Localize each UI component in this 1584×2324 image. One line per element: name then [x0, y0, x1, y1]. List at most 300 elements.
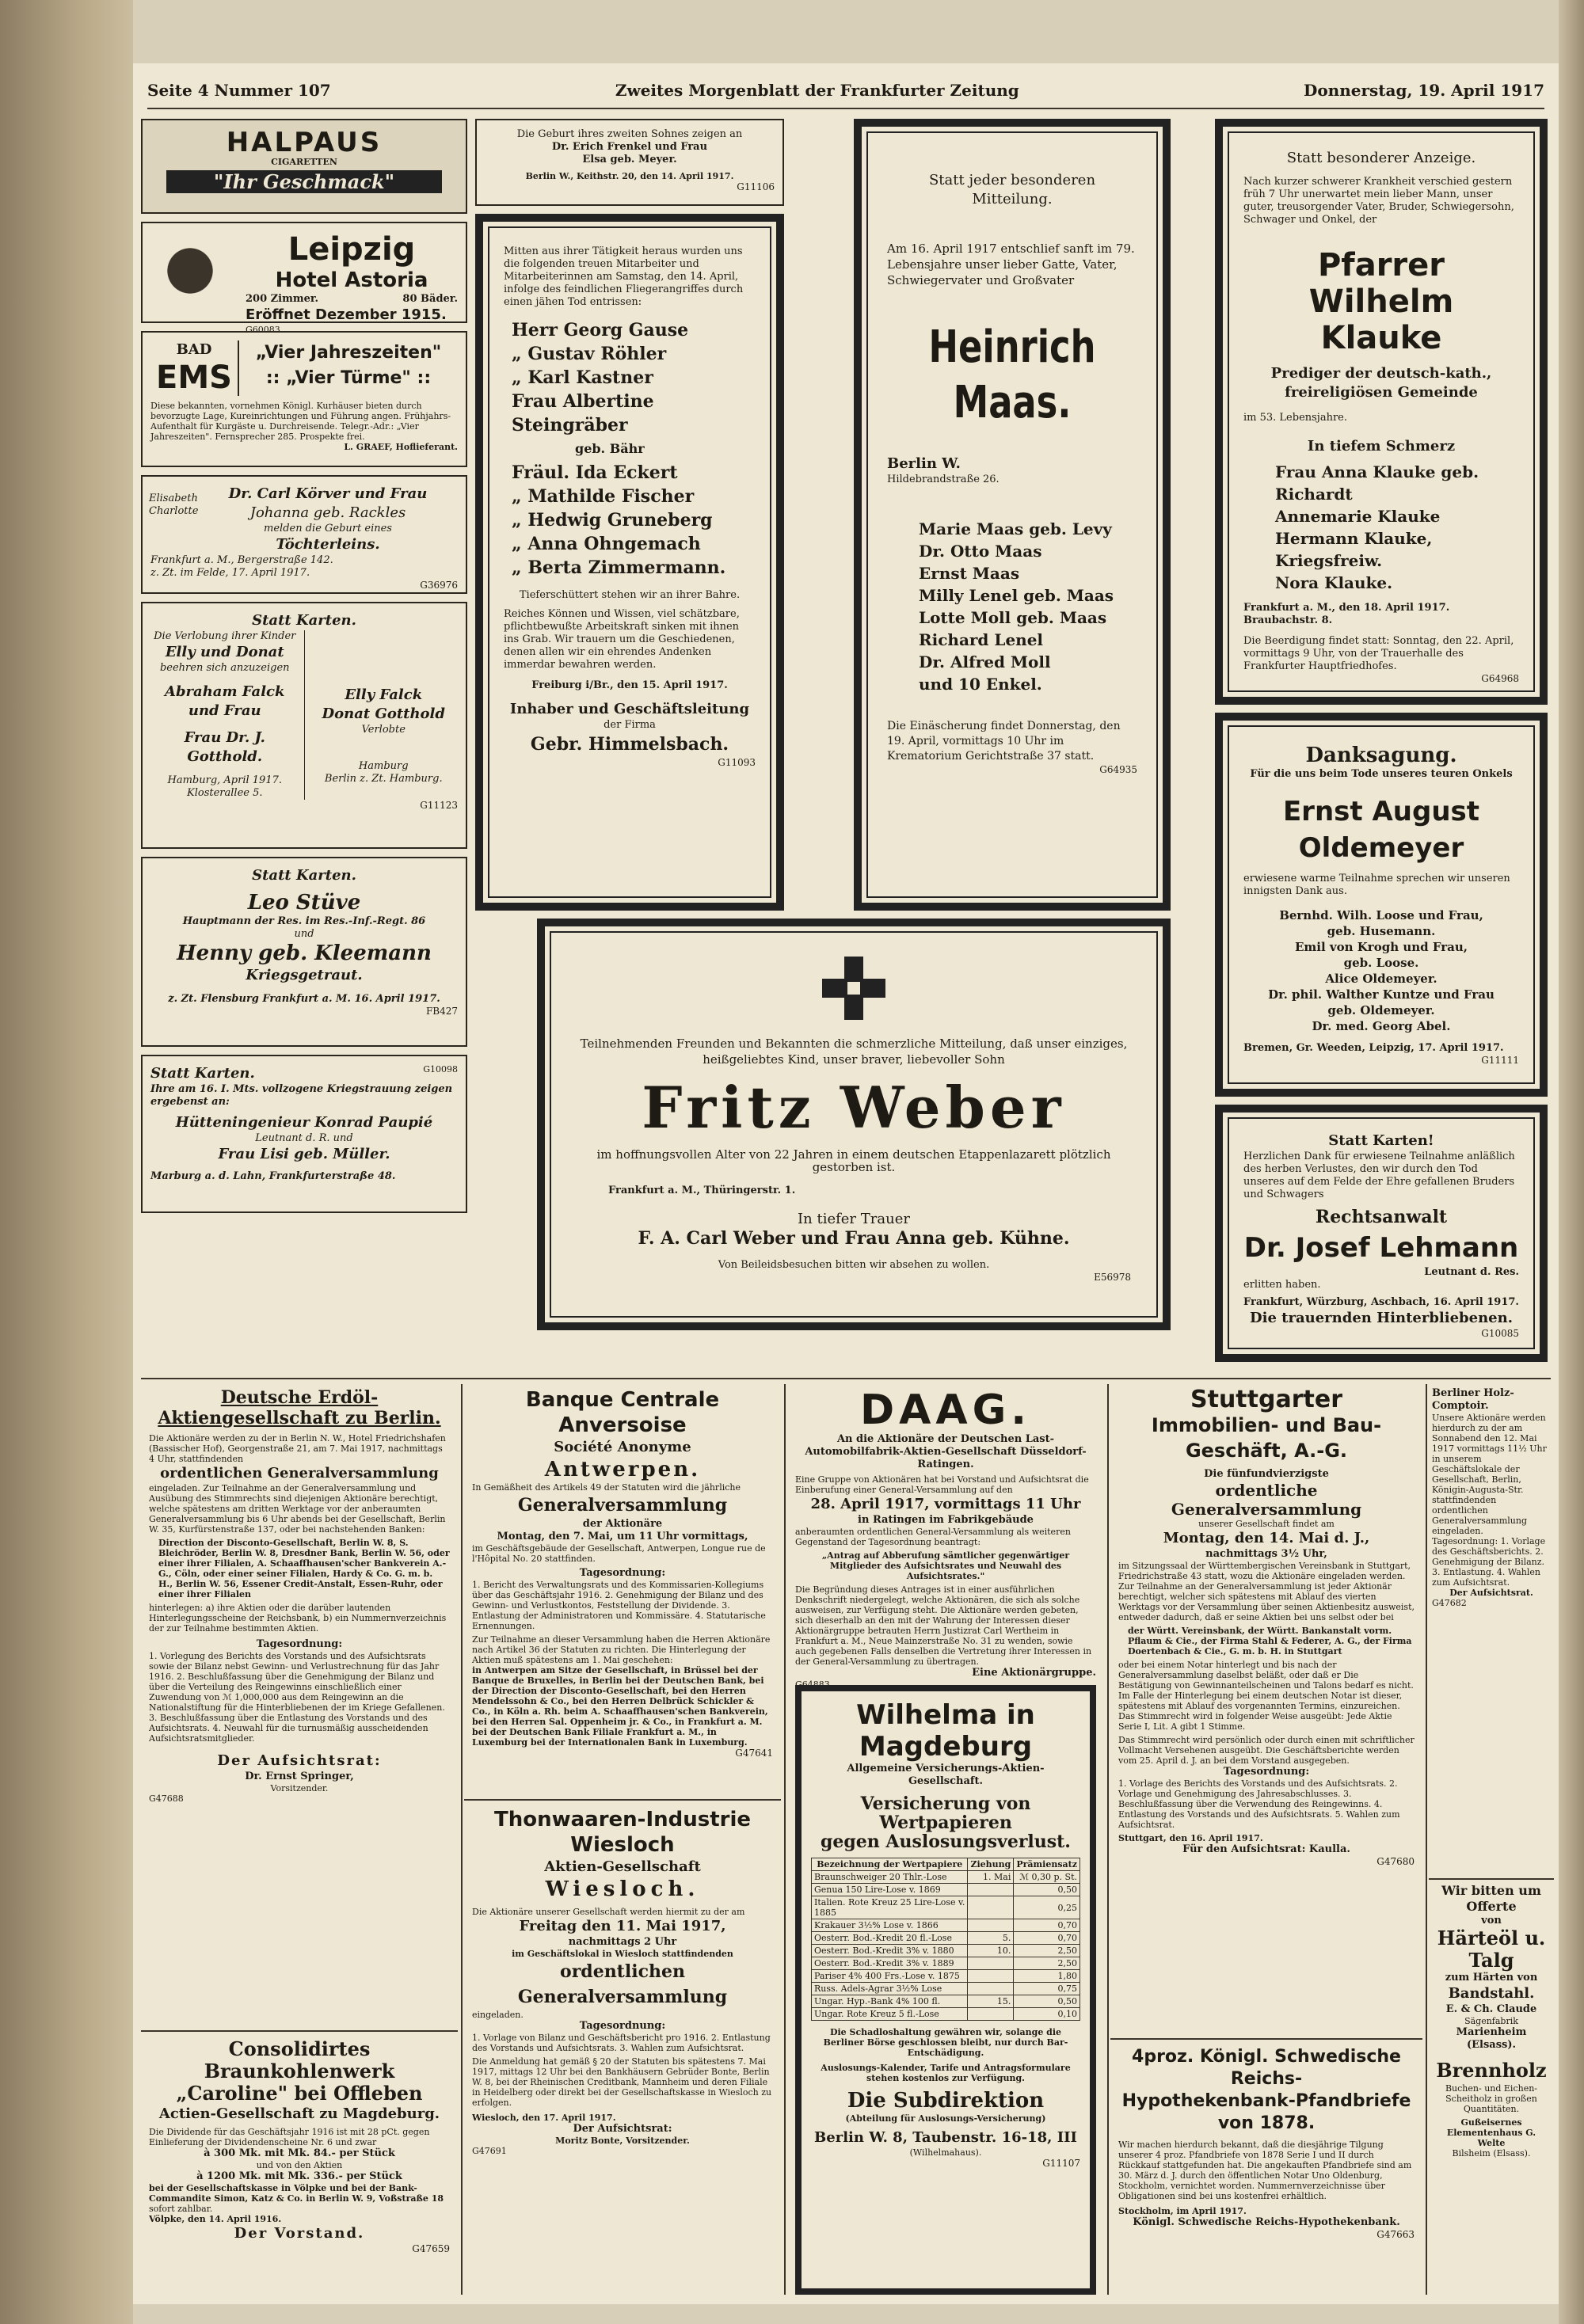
column-rule: [461, 1384, 463, 2295]
frenkel-birth-notice: [475, 119, 784, 206]
oldemeyer-sub: Für die uns beim Tode unseres teuren Onkels: [1250, 768, 1513, 780]
paupie-name-1: Hütteningenieur Konrad Paupié: [175, 1114, 433, 1131]
wilhelma-direct-2: (Abteilung für Auslosungs-Versicherung): [845, 2113, 1046, 2124]
wilhelma-sub: Allgemeine Versicherungs-Aktien-Gesellschaft.: [847, 1763, 1045, 1787]
stuttgarter-sub-2: unserer Gesellschaft findet am: [1198, 1519, 1335, 1529]
halpaus-brand: HALPAUS: [226, 127, 383, 158]
lehmann-text: Herzlichen Dank für erwiesene Teilnahme anläßlich des herben Verlustes, den wir durch den Tod unseres auf dem Felde der Ehre gefallenen Bruders und Schwagers: [1243, 1151, 1515, 1200]
falck-left-6: Hamburg, April 1917. Klosterallee 5.: [167, 774, 282, 799]
caroline-sign: Der Vorstand.: [234, 2225, 365, 2242]
ems-text: Diese bekannten, vornehmen Königl. Kurhäuser bieten durch bevorzugte Lage, Kureinrichtungen und Führung angen. Frühjahrs-Aufenthalt für Kurgäste u. Durchreisende. Telegr.-Adr.: „Vier Jahreszeiten". Fernsprecher 285. Prospekte frei.: [150, 401, 451, 442]
stuttgarter-sign: Für den Aufsichtsrat: Kaulla.: [1182, 1843, 1350, 1855]
table-cell: Ungar. Rote Kreuz 5 fl.-Lose: [812, 2008, 968, 2021]
himmelsbach-name: „ Mathilde Fischer: [512, 486, 695, 507]
himmelsbach-name: „ Gustav Röhler: [512, 344, 667, 364]
klauke-street: Braubachstr. 8.: [1243, 614, 1333, 626]
stuve-name-2: Henny geb. Kleemann: [177, 941, 432, 965]
table-cell: 1,80: [1014, 1970, 1080, 1983]
table-cell: 0,10: [1014, 2008, 1080, 2021]
table-cell: 0,25: [1014, 1896, 1080, 1919]
stuttgarter-ad: [1110, 1384, 1422, 2033]
klauke-family: [1275, 461, 1519, 594]
caroline-ref: G47659: [412, 2243, 450, 2254]
lehmann-sign: Die trauernden Hinterbliebenen.: [1250, 1310, 1513, 1326]
banque-date: Montag, den 7. Mai, um 11 Uhr vormittags,: [497, 1531, 748, 1542]
haerteoel-line-1: Wir bitten um Offerte: [1441, 1883, 1541, 1914]
oldemeyer-family-member: Emil von Krogh und Frau,: [1295, 940, 1468, 954]
table-row: [812, 1884, 1080, 1896]
maas-title: Statt jeder besonderen Mitteilung.: [928, 172, 1096, 207]
stuttgarter-agenda-title: Tagesordnung:: [1223, 1766, 1310, 1778]
stuttgarter-title-2: Immobilien- und Bau-Geschäft, A.-G.: [1151, 1414, 1382, 1462]
himmelsbach-place: Freiburg i/Br., den 15. April 1917.: [531, 679, 728, 691]
klauke-family-member: Hermann Klauke, Kriegsfreiw.: [1275, 529, 1433, 570]
stuve-rank: Hauptmann der Res. im Res.-Inf.-Regt. 86: [182, 915, 426, 927]
koerver-child-names: Elisabeth Charlotte: [149, 493, 199, 517]
wilhelma-h2: gegen Auslosungsverlust.: [821, 1831, 1071, 1852]
lehmann-thanks: [1215, 1105, 1548, 1362]
maas-note: Die Einäscherung findet Donnerstag, den 19. April, vormittags 10 Uhr im Krematorium Gerichtstraße 37 statt.: [887, 720, 1121, 763]
haerteoel-line-3: Härteöl u. Talg: [1437, 1927, 1546, 1972]
holz-text: Unsere Aktionäre werden hierdurch zu der am Sonnabend den 12. Mai 1917 vormittags 11½ Uhr in unserem Geschäftslokale der Gesellschaft, Berlin, Königin-Augusta-Str. stattfindenden ordentlichen Generalversammlung eingeladen. Tagesordnung: 1. Vorlage des Geschäftsberichts. 2. Genehmigung der Bilanz. 3. Entlastung. 4. Wahlen zum Aufsichtsrat.: [1432, 1413, 1547, 1588]
falck-left-5: Frau Dr. J. Gotthold.: [184, 729, 265, 765]
table-cell: Krakauer 3½% Lose v. 1866: [812, 1919, 968, 1932]
koerver-birth-notice: [141, 475, 467, 594]
wilhelma-direct: Die Subdirektion: [847, 2089, 1045, 2113]
oldemeyer-family-member: Alice Oldemeyer.: [1325, 972, 1437, 986]
himmelsbach-name: Herr Georg Gause: [512, 320, 689, 340]
klauke-note: Die Beerdigung findet statt: Sonntag, den 22. April, vormittags 9 Uhr, von der Trauerhalle des Frankfurter Hauptfriedhofes.: [1243, 635, 1514, 672]
table-cell: Oesterr. Bod.-Kredit 3% v. 1880: [812, 1945, 968, 1957]
banque-places: in Antwerpen am Sitze der Gesellschaft, in Brüssel bei der Banque de Bruxelles, in Berlin bei der Deutschen Bank, bei der Direction der Disconto-Gesellschaft, bei den Herren Mendelssohn & Co., bei den Herren Delbrück Schickler & Co., in Köln a. Rh. beim A. Schaaffhausen'schen Bankverein, bei den Herren Sal. Oppenheim jr. & Co., in Frankfurt a. M. bei der Deutschen Bank Filiale Frankfurt a. M., in Luxemburg bei der Internationalen Bank in Luxemburg.: [472, 1665, 768, 1748]
table-cell: [968, 2008, 1014, 2021]
table-cell: Oesterr. Bod.-Kredit 3% v. 1889: [812, 1957, 968, 1970]
haerteoel-line-4: zum Härten von: [1445, 1972, 1538, 1984]
halpaus-slogan: "Ihr Geschmack": [166, 170, 442, 193]
himmelsbach-text: Reiches Können und Wissen, viel schätzbare, pflichtbewußte Arbeitskraft sinken mit ihnen ins Grab. Wir trauern um die Geschiedenen, denen allen wir ein ehrendes Andenken immerdar bewahren werden.: [504, 608, 740, 671]
wiesloch-chair: Moritz Bonte, Vorsitzender.: [555, 2136, 690, 2146]
klauke-title: Statt besonderer Anzeige.: [1286, 150, 1476, 166]
ems-ad: [141, 331, 467, 467]
weber-ref: E56978: [1094, 1272, 1131, 1283]
himmelsbach-mourn: Tieferschüttert stehen wir an ihrer Bahre.: [519, 589, 741, 601]
oldemeyer-family-member: geb. Loose.: [1343, 956, 1419, 970]
erdoel-chair: Dr. Ernst Springer,: [245, 1771, 354, 1782]
maas-family: [919, 518, 1137, 695]
daag-date: 28. April 1917, vormittags 11 Uhr: [810, 1496, 1081, 1512]
caroline-line-1: à 300 Mk. mit Mk. 84.- per Stück: [204, 2147, 395, 2159]
table-cell: [968, 1983, 1014, 1995]
erdoel-agenda: 1. Vorlegung des Berichts des Vorstands und des Aufsichtsrats sowie der Bilanz nebst Gewinn- und Verlustrechnung für das Jahr 1916. 2. Beschlußfassung über die Genehmigung der Bilanz und über die Verteilung des Reingewinns einschließlich einer Zuwendung von ℳ 1,000,000 aus dem Reingewinn an die Nationalstiftung für die Hinterbliebenen der im Kriege Gefallenen. 3. Beschlußfassung über die Entlastung des Vorstands und des Aufsichtsrats. 4. Neuwahl für die turnusmäßig ausscheidenden Aufsichtsratsmitglieder.: [149, 1651, 445, 1744]
weber-obituary: [537, 919, 1171, 1330]
wiesloch-agenda-title: Tagesordnung:: [579, 2020, 666, 2032]
oldemeyer-name: Ernst August Oldemeyer: [1282, 796, 1480, 864]
himmelsbach-name: „ Karl Kastner: [512, 367, 653, 388]
table-cell: 15.: [968, 1995, 1014, 2008]
wilhelma-text-2: Auslosungs-Kalender, Tarife und Antragsformulare stehen kostenlos zur Verfügung.: [821, 2063, 1071, 2083]
erdoel-board: Der Aufsichtsrat:: [217, 1752, 382, 1769]
erdoel-text-3: hinterlegen: a) ihre Aktien oder die darüber lautenden Hinterlegungsscheine der Reichsbank, b) ein Nummernverzeichnis der zur Teilnahme bestimmten Aktien.: [149, 1603, 447, 1634]
schwedisch-text: Wir machen hierdurch bekannt, daß die diesjährige Tilgung unserer 4 proz. Pfandbriefe von 1878 Serie I und II durch Rückkauf stattgefunden hat. Die angekauften Pfandbriefe sind am 30. März d. J. durch den öffentlichen Notar Uno Oldenburg, Stockholm, vernichtet worden. Nummernverzeichnisse über Obligationen sind bei uns kostenfrei erhältlich.: [1118, 2140, 1412, 2201]
paupie-title: Statt Karten.: [150, 1065, 255, 1082]
wilhelma-table-body: [812, 1871, 1080, 2021]
himmelsbach-name: geb. Bähr: [575, 441, 645, 456]
schwedisch-ad: [1110, 2043, 1422, 2296]
lehmann-rank: Rechtsanwalt: [1315, 1207, 1448, 1227]
frenkel-msg: Die Geburt ihres zweiten Sohnes zeigen an: [516, 128, 743, 140]
wiesloch-text: Die Aktionäre unserer Gesellschaft werden hiermit zu der am: [472, 1907, 745, 1917]
himmelsbach-ref: G11093: [718, 757, 756, 768]
banque-ad: [464, 1384, 781, 1796]
wilhelma-title: Wilhelma in Magdeburg: [856, 1699, 1035, 1763]
daag-loc: in Ratingen im Fabrikgebäude: [858, 1514, 1034, 1526]
table-cell: Genua 150 Lire-Lose v. 1869: [812, 1884, 968, 1896]
table-cell: 0,70: [1014, 1932, 1080, 1945]
column-rule: [784, 1384, 786, 2295]
daag-sign: Eine Aktionärgruppe.: [972, 1667, 1096, 1679]
frenkel-place: Berlin W., Keithstr. 20, den 14. April 1917.: [525, 171, 734, 181]
frenkel-ref: G11106: [737, 181, 775, 192]
paupie-msg: Ihre am 16. I. Mts. vollzogene Kriegstrauung zeigen ergebenst an:: [150, 1083, 453, 1108]
erdoel-title: Deutsche Erdöl-Aktiengesellschaft zu Berlin.: [158, 1387, 441, 1428]
table-cell: [968, 1884, 1014, 1896]
oldemeyer-family-member: Dr. med. Georg Abel.: [1312, 1019, 1451, 1033]
ems-hotel-1: „Vier Jahreszeiten": [255, 343, 442, 363]
himmelsbach-firm-1: Inhaber und Geschäftsleitung: [509, 701, 750, 717]
klauke-grief: In tiefem Schmerz: [1307, 438, 1456, 455]
wiesloch-ad: [464, 1804, 781, 2295]
weber-place: Frankfurt a. M., Thüringerstr. 1.: [608, 1185, 796, 1196]
weber-grief: In tiefer Trauer: [798, 1211, 910, 1227]
wilhelma-addr-2: (Wilhelmahaus).: [909, 2147, 982, 2158]
wiesloch-title: Thonwaaren-Industrie Wiesloch: [493, 1808, 752, 1857]
banque-ref: G47641: [735, 1748, 773, 1759]
caroline-line-4: bei der Gesellschaftskasse in Völpke und bei der Bank-Commandite Simon, Katz & Co. in Berlin W. 9, Voßstraße 18: [149, 2183, 444, 2204]
daag-ref: G64883: [795, 1679, 830, 1690]
maas-name: Heinrich Maas.: [928, 321, 1096, 428]
falck-left-2: Elly und Donat: [165, 644, 284, 660]
page-header: [147, 81, 1544, 109]
stuttgarter-place: Stuttgart, den 16. April 1917.: [1118, 1833, 1263, 1843]
oldemeyer-title: Danksagung.: [1305, 744, 1457, 767]
caroline-text: Die Dividende für das Geschäftsjahr 1916 ist mit 28 pCt. gegen Einlieferung der Dividendenscheine Nr. 6 und zwar: [149, 2127, 430, 2147]
klauke-place: Frankfurt a. M., den 18. April 1917.: [1243, 602, 1450, 614]
klauke-family-member: Annemarie Klauke: [1275, 507, 1441, 526]
wilhelma-col-header: Ziehung: [968, 1858, 1014, 1871]
lehmann-ref: G10085: [1481, 1328, 1519, 1339]
table-cell: Oesterr. Bod.-Kredit 20 fl.-Lose: [812, 1932, 968, 1945]
wiesloch-city: Wiesloch.: [545, 1877, 700, 1901]
daag-text-3: Die Begründung dieses Antrages ist in einer ausführlichen Denkschrift niedergelegt, welche Aktionären, die sich als solche ausweisen, zur Verfügung steht. Die Aktionäre werden gebeten, sich dieserhalb an den mit der Wahrung der Interessen dieser Aktionärgruppe betrauten Herrn Justizrat Carl Wertheim in Frankfurt a. M., Neue Mainzerstraße No. 31 zu wenden, sowie auch gegebenen Falls denselben die Vertretung ihrer Interessen in der General-Versammlung zu übertragen.: [795, 1584, 1092, 1667]
header-page-number: Seite 4 Nummer 107: [147, 81, 331, 100]
oldemeyer-family-member: geb. Oldemeyer.: [1327, 1003, 1435, 1017]
schwedisch-place: Stockholm, im April 1917.: [1118, 2206, 1247, 2216]
stuttgarter-title-1: Stuttgarter: [1190, 1386, 1342, 1413]
schwedisch-title-1: 4proz. Königl. Schwedische Reichs-: [1132, 2047, 1401, 2089]
astoria-baths: 80 Bäder.: [402, 293, 458, 305]
stuttgarter-sub: Die fünfundvierzigste: [1204, 1468, 1329, 1480]
erdoel-ref: G47688: [149, 1793, 184, 1804]
erdoel-chair-2: Vorsitzender.: [270, 1783, 329, 1793]
banque-text: In Gemäßheit des Artikels 49 der Statuten wird die jährliche: [472, 1482, 741, 1493]
klauke-obituary: [1215, 119, 1548, 705]
maas-street: Hildebrandstraße 26.: [887, 474, 1000, 485]
himmelsbach-obituary: [475, 214, 784, 911]
koerver-msg: melden die Geburt eines: [264, 523, 392, 534]
himmelsbach-name: „ Hedwig Gruneberg: [512, 510, 713, 531]
banque-heading: Generalversammlung: [517, 1495, 728, 1516]
maas-family-member: Richard Lenel: [919, 630, 1044, 649]
table-cell: 5.: [968, 1932, 1014, 1945]
table-cell: 0,50: [1014, 1995, 1080, 2008]
stuttgarter-text-2: oder bei einem Notar hinterlegt und bis nach der Generalversammlung daselbst beläßt, oder daß er Die Bestätigung von Gewinnanteilscheinen und Talons bedarf es nicht. Im Falle der Hinterlegung bei einem deutschen Notar ist dieser, spätestens mit Ablauf des vorgenannten Termins, einzureichen. Das Stimmrecht wird in folgender Weise ausgeübt: Jede Aktie Serie I, Lit. A gibt 1 Stimme.: [1118, 1660, 1414, 1732]
maas-family-member: Marie Maas geb. Levy: [919, 519, 1112, 538]
falck-right-5: Berlin z. Zt. Hamburg.: [324, 773, 443, 785]
haerteoel-line-6: E. & Ch. Claude: [1445, 2003, 1537, 2015]
ems-owner: L. GRAEF, Hoflieferant.: [344, 442, 458, 452]
table-row: [812, 1945, 1080, 1957]
caroline-ad: [141, 2035, 458, 2296]
wiesloch-sub: Aktien-Gesellschaft: [544, 1858, 701, 1875]
maas-family-member: Milly Lenel geb. Maas: [919, 586, 1114, 605]
holz-title: Berliner Holz-Comptoir.: [1432, 1387, 1514, 1412]
paupie-wedding-notice: [141, 1055, 467, 1213]
oldemeyer-family: [1243, 907, 1519, 1034]
ems-hotel-2: :: „Vier Türme" ::: [265, 368, 432, 388]
koerver-child: Töchterleins.: [276, 536, 380, 553]
lehmann-title: Statt Karten!: [1328, 1132, 1434, 1149]
table-cell: 0,50: [1014, 1884, 1080, 1896]
maas-obituary: [854, 119, 1171, 911]
koerver-ref: G36976: [420, 580, 458, 591]
ad-rule: [141, 2030, 458, 2032]
ems-label-bad: BAD: [176, 341, 212, 358]
banque-sub: Société Anonyme: [554, 1439, 691, 1455]
himmelsbach-names: [512, 318, 756, 580]
caroline-place: Völpke, den 14. April 1916.: [149, 2214, 282, 2224]
schwedisch-ref: G47663: [1376, 2229, 1415, 2240]
himmelsbach-intro: Mitten aus ihrer Tätigkeit heraus wurden uns die folgenden treuen Mitarbeiter und Mitarbeiterinnen am Samstag, den 14. April, infolge des feindlichen Fliegerangriffes durch einen jähen Tod entrissen:: [504, 245, 744, 308]
book-binding-edge: [0, 0, 133, 2324]
maas-ref: G64935: [1099, 764, 1137, 775]
banque-sub-2: der Aktionäre: [582, 1518, 663, 1530]
erdoel-agenda-title: Tagesordnung:: [256, 1638, 343, 1650]
table-cell: 2,50: [1014, 1957, 1080, 1970]
haerteoel-line-8: Marienheim (Elsass).: [1456, 2026, 1527, 2051]
daag-title: DAAG.: [859, 1386, 1032, 1434]
haerteoel-line-12: Bilsheim (Elsass).: [1452, 2148, 1531, 2159]
wilhelma-ref: G11107: [1042, 2158, 1080, 2169]
himmelsbach-firm-2: der Firma: [604, 719, 656, 731]
oldemeyer-family-member: Bernhd. Wilh. Loose und Frau,: [1279, 908, 1483, 922]
wilhelma-addr: Berlin W. 8, Taubenstr. 16-18, III: [814, 2129, 1077, 2146]
wiesloch-loc: im Geschäftslokal in Wiesloch stattfindenden: [512, 1949, 733, 1959]
table-cell: Italien. Rote Kreuz 25 Lire-Lose v. 1885: [812, 1896, 968, 1919]
maas-family-member: und 10 Enkel.: [919, 675, 1042, 694]
astoria-opened: Eröffnet Dezember 1915.: [246, 306, 447, 323]
banque-agenda-title: Tagesordnung:: [579, 1567, 666, 1579]
schwedisch-title-2: Hypothekenbank-Pfandbriefe von 1878.: [1121, 2091, 1411, 2133]
paupie-place: Marburg a. d. Lahn, Frankfurterstraße 48.: [150, 1170, 396, 1182]
klauke-age: im 53. Lebensjahre.: [1243, 412, 1348, 424]
lehmann-rank-2: Leutnant d. Res.: [1424, 1266, 1519, 1278]
stuve-title: Statt Karten.: [252, 867, 356, 884]
banque-loc: im Geschäftsgebäude der Gesellschaft, Antwerpen, Longue rue de l'Hôpital No. 20 stattfinden.: [472, 1543, 766, 1564]
daag-motion: „Antrag auf Abberufung sämtlicher gegenwärtiger Mitglieder des Aufsichtsrates und Neuwahl des Aufsichtsrates.": [821, 1550, 1070, 1581]
table-cell: Russ. Adels-Agrar 3½% Lose: [812, 1983, 968, 1995]
haerteoel-line-2: von: [1481, 1915, 1502, 1927]
haerteoel-line-10: Buchen- und Eichen-Scheitholz in großen Quantitäten.: [1445, 2083, 1538, 2114]
newspaper-page: [133, 63, 1559, 2304]
himmelsbach-name: „ Anna Ohngemach: [512, 534, 701, 554]
holz-sign: Der Aufsichtsrat.: [1449, 1588, 1533, 1598]
himmelsbach-name: Frau Albertine Steingräber: [512, 391, 654, 436]
falck-left-1: Die Verlobung ihrer Kinder: [154, 630, 296, 642]
header-date: Donnerstag, 19. April 1917: [1303, 81, 1544, 100]
daag-text-2: anberaumten ordentlichen General-Versammlung als weiteren Gegenstand der Tagesordnung beantragt:: [795, 1527, 1071, 1547]
klauke-desc: Prediger der deutsch-kath., freireligiösen Gemeinde: [1270, 365, 1492, 401]
koerver-place-2: z. Zt. im Felde, 17. April 1917.: [150, 567, 310, 579]
himmelsbach-name: Fräul. Ida Eckert: [512, 462, 678, 483]
weber-text-1: Teilnehmenden Freunden und Bekannten die schmerzliche Mitteilung, daß unser einziges, heißgeliebtes Kind, unser braver, liebevoller Sohn: [580, 1036, 1128, 1067]
falck-left-4: Abraham Falck und Frau: [165, 683, 285, 719]
falck-left-3: beehren sich anzuzeigen: [159, 662, 290, 674]
column-rule: [1426, 1384, 1427, 2295]
banque-text-2: Zur Teilnahme an dieser Versammlung haben die Herren Aktionäre nach Artikel 36 der Statuten zu richten. Die Hinterlegung der Aktien muß spätestens am 1. Mai geschehen:: [472, 1634, 771, 1665]
koerver-wife: Johanna geb. Rackles: [249, 504, 406, 521]
haerteoel-line-7: Sägenfabrik: [1464, 2016, 1518, 2026]
stuttgarter-ref: G47680: [1376, 1856, 1415, 1867]
ad-rule: [464, 1799, 781, 1801]
table-cell: [968, 1957, 1014, 1970]
schwedisch-sign: Königl. Schwedische Reichs-Hypothekenbank.: [1133, 2216, 1400, 2228]
caroline-title-2: „Caroline" bei Offleben: [176, 2082, 423, 2105]
table-cell: 0,70: [1014, 1919, 1080, 1932]
lehmann-place: Frankfurt, Würzburg, Aschbach, 16. April 1917.: [1243, 1296, 1519, 1308]
stuttgarter-text: im Sitzungssaal der Württembergischen Vereinsbank in Stuttgart, Friedrichstraße 43 statt, wozu die Aktionäre eingeladen werden. Zur Teilnahme an der Generalversammlung ist jeder Aktionär berechtigt, welcher sich spätestens mit Ablauf des vierten Werktags vor der Versammlung über seinen Aktienbesitz ausweist, entweder dadurch, daß er seine Aktien bei uns selbst oder bei: [1118, 1561, 1415, 1622]
stuve-wedding-notice: [141, 857, 467, 1047]
wiesloch-text-2: Die Anmeldung hat gemäß § 20 der Statuten bis spätestens 7. Mai 1917, mittags 12 Uhr bei den Bankhäusern Gebrüder Bonte, Berlin W. 8, bei der Rheinischen Creditbank, Mannheim und deren Filiale in Heidelberg oder direkt bei der Gesellschaftskasse in Wiesloch zu erfolgen.: [472, 2056, 772, 2108]
table-cell: [968, 1919, 1014, 1932]
koerver-place-1: Frankfurt a. M., Bergerstraße 142.: [150, 554, 333, 566]
daag-sub: An die Aktionäre der Deutschen Last-Automobilfabrik-Aktien-Gesellschaft Düsseldorf-Ratingen.: [805, 1433, 1087, 1470]
table-row: [812, 1983, 1080, 1995]
table-cell: ℳ 0,30 p. St.: [1014, 1871, 1080, 1884]
paupie-ref: G10098: [423, 1064, 458, 1075]
table-row: [812, 1970, 1080, 1983]
maas-family-member: Ernst Maas: [919, 564, 1020, 583]
caroline-line-3: à 1200 Mk. mit Mk. 336.- per Stück: [196, 2170, 402, 2182]
klauke-family-member: Nora Klauke.: [1275, 573, 1393, 592]
erdoel-banks: Direction der Disconto-Gesellschaft, Berlin W. 8, S. Bleichröder, Berlin W. 8, Dresdner Bank, Berlin W. 56, oder einer ihrer Filialen, A. Schaaffhausen'scher Bankverein A.-G., Cöln, oder einer seiner Filialen, Hardy & Co. G. m. b. H., Berlin W. 56, Essener Credit-Anstalt, Essen-Ruhr, oder einer ihrer Filialen: [158, 1538, 450, 1599]
astoria-ref: G60083: [246, 325, 280, 335]
table-cell: Ungar. Hyp.-Bank 4% 100 fl.: [812, 1995, 968, 2008]
caroline-title-1: Consolidirtes Braunkohlenwerk: [204, 2037, 395, 2082]
haerteoel-line-11: Gußeisernes Elementenhaus G. Welte: [1446, 2117, 1536, 2148]
stuttgarter-date: Montag, den 14. Mai d. J.,: [1163, 1530, 1370, 1546]
haerteoel-ad: [1429, 1878, 1554, 2295]
falck-ref: G11123: [420, 800, 458, 811]
table-row: [812, 1919, 1080, 1932]
weber-name: Fritz Weber: [642, 1074, 1066, 1141]
ems-label-ems: EMS: [156, 359, 232, 396]
halpaus-sub: CIGARETTEN: [271, 157, 337, 167]
weber-note: Von Beileidsbesuchen bitten wir absehen zu wollen.: [718, 1259, 990, 1271]
stuve-und: und: [294, 928, 314, 940]
lion-logo-icon: [150, 231, 230, 310]
koerver-names: Dr. Carl Körver und Frau: [228, 485, 428, 502]
wiesloch-place: Wiesloch, den 17. April 1917.: [472, 2113, 616, 2123]
wilhelma-h1: Versicherung von Wertpapieren: [860, 1793, 1031, 1833]
table-cell: [968, 1970, 1014, 1983]
falck-engagement-notice: [141, 602, 467, 849]
caroline-line-5: sofort zahlbar.: [149, 2204, 213, 2214]
table-cell: Pariser 4% 400 Frs.-Lose v. 1875: [812, 1970, 968, 1983]
oldemeyer-family-member: geb. Husemann.: [1327, 924, 1436, 938]
oldemeyer-text: erwiesene warme Teilnahme sprechen wir unseren innigsten Dank aus.: [1243, 873, 1510, 897]
falck-title: Statt Karten.: [252, 612, 356, 629]
astoria-ad: [141, 222, 467, 335]
stuttgarter-time: nachmittags 3½ Uhr,: [1205, 1548, 1327, 1560]
paupie-rank: Leutnant d. R. und: [255, 1132, 353, 1144]
table-cell: 1. Mai: [968, 1871, 1014, 1884]
header-newspaper-title: Zweites Morgenblatt der Frankfurter Zeitung: [615, 81, 1019, 100]
ad-rule: [1110, 2038, 1422, 2040]
maas-text: Am 16. April 1917 entschlief sanft im 79. Lebensjahre unser lieber Gatte, Vater, Schwiegervater und Großvater: [887, 242, 1135, 287]
table-cell: 0,75: [1014, 1983, 1080, 1995]
table-row: [812, 1957, 1080, 1970]
table-cell: 10.: [968, 1945, 1014, 1957]
klauke-text: Nach kurzer schwerer Krankheit verschied gestern früh 7 Uhr unerwartet mein lieber Mann, unser guter, treusorgender Vater, Bruder, Schwiegersohn, Schwager und Onkel, der: [1243, 176, 1514, 226]
maas-family-member: Dr. Otto Maas: [919, 542, 1042, 561]
wiesloch-heading: ordentlichen Generalversammlung: [517, 1961, 728, 2007]
wilhelma-table: [811, 1858, 1080, 2021]
table-cell: Braunschweiger 20 Thlr.-Lose: [812, 1871, 968, 1884]
wilhelma-text: Die Schadloshaltung gewähren wir, solange die Berliner Börse geschlossen bleibt, nur durch Bar-Entschädigung.: [823, 2027, 1068, 2058]
halpaus-ad: [141, 119, 467, 214]
lehmann-suffered: erlitten haben.: [1243, 1279, 1321, 1291]
stuttgarter-heading: ordentliche Generalversammlung: [1171, 1481, 1362, 1519]
wiesloch-board: Der Aufsichtsrat:: [573, 2123, 672, 2135]
wilhelma-col-header: Bezeichnung der Wertpapiere: [812, 1858, 968, 1871]
banque-city: Antwerpen.: [544, 1458, 701, 1482]
table-cell: 2,50: [1014, 1945, 1080, 1957]
frenkel-names: Dr. Erich Frenkel und Frau: [551, 141, 708, 153]
lehmann-name: Dr. Josef Lehmann: [1243, 1232, 1519, 1264]
wiesloch-ref: G47691: [472, 2146, 507, 2156]
stuve-status: Kriegsgetraut.: [246, 967, 363, 983]
table-row: [812, 1995, 1080, 2008]
wiesloch-time: nachmittags 2 Uhr: [568, 1936, 677, 1948]
himmelsbach-firm-3: Gebr. Himmelsbach.: [530, 734, 729, 755]
weber-parents: F. A. Carl Weber und Frau Anna geb. Kühne.: [638, 1228, 1070, 1249]
maas-family-member: Lotte Moll geb. Maas: [919, 608, 1107, 627]
page-edge: [1559, 0, 1584, 2324]
astoria-hotel: Hotel Astoria: [275, 268, 428, 292]
himmelsbach-name: „ Berta Zimmermann.: [512, 557, 726, 578]
klauke-name: Pfarrer Wilhelm Klauke: [1308, 247, 1454, 356]
falck-right-4: Hamburg: [358, 760, 409, 772]
holz-ref: G47682: [1432, 1598, 1467, 1608]
klauke-ref: G64968: [1481, 673, 1519, 684]
stuve-name-1: Leo Stüve: [247, 891, 361, 915]
oldemeyer-family-member: Dr. phil. Walther Kuntze und Frau: [1268, 987, 1495, 1002]
erdoel-heading: ordentlichen Generalversammlung: [160, 1465, 439, 1482]
oldemeyer-place: Bremen, Gr. Weeden, Leipzig, 17. April 1917.: [1243, 1042, 1504, 1054]
erdoel-text-1: Die Aktionäre werden zu der in Berlin N. W., Hotel Friedrichshafen (Bassischer Hof), Georgenstraße 21, am 7. Mai 1917, nachmittags 4 Uhr, stattfindenden: [149, 1433, 446, 1464]
stuttgarter-agenda: 1. Vorlage des Berichts des Vorstands und des Aufsichtsrats. 2. Vorlage und Genehmigung des Jahresabschlusses. 3. Beschlußfassung über die Verwendung des Reingewinns. 4. Entlastung des Vorstands und des Aufsichtsrats. 5. Wahlen zum Aufsichtsrat.: [1118, 1778, 1400, 1830]
erdoel-ad: [141, 1384, 458, 2025]
